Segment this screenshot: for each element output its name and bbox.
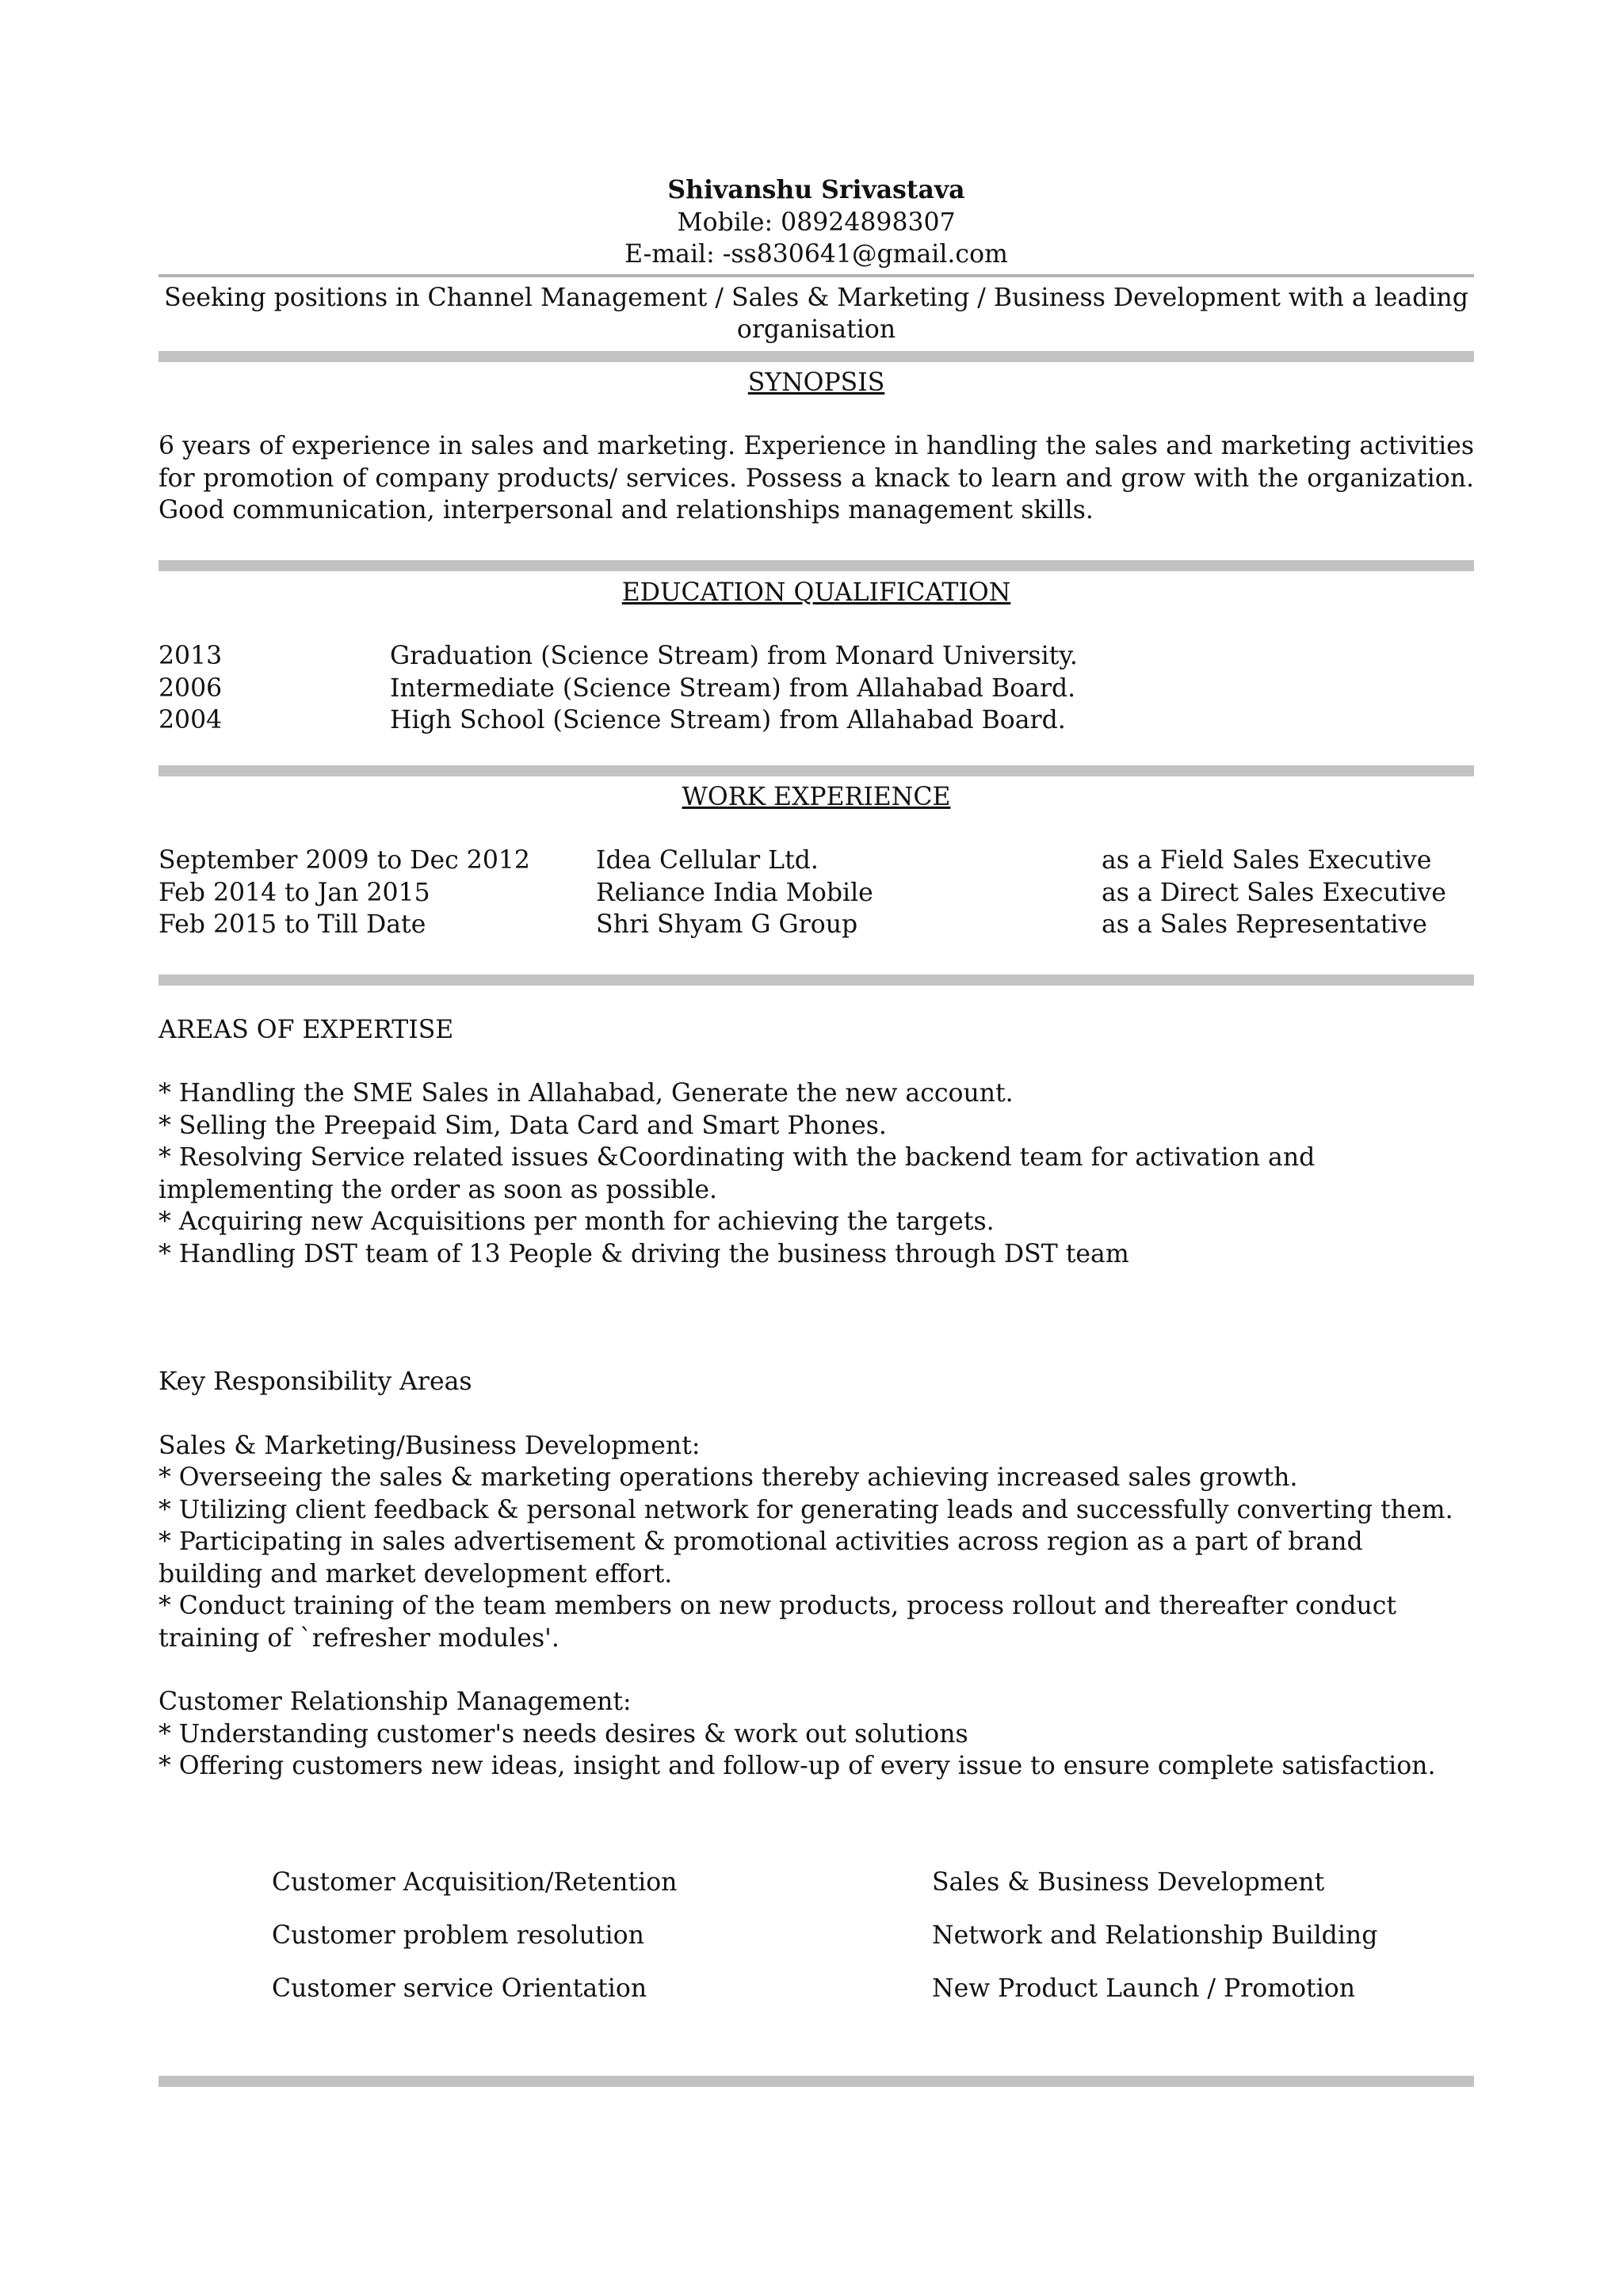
skills-row xyxy=(272,1973,1474,2026)
work-role: as a Direct Sales Executive xyxy=(1102,878,1446,907)
synopsis-heading: SYNOPSIS xyxy=(747,368,885,397)
skill-right: Network and Relationship Building xyxy=(932,1920,1378,1950)
work-heading: WORK EXPERIENCE xyxy=(682,782,951,811)
work-row xyxy=(158,909,1474,941)
kra-crm-list xyxy=(158,1718,1474,1783)
expertise-item: * Handling DST team of 13 People & driving the business through DST team xyxy=(158,1239,1129,1268)
expertise-item: * Acquiring new Acquisitions per month for achieving the targets. xyxy=(158,1207,995,1236)
kra-crm-item: * Understanding customer's needs desires & work out solutions xyxy=(158,1719,968,1749)
education-year: 2006 xyxy=(158,673,223,703)
work-company: Reliance India Mobile xyxy=(596,878,873,907)
education-year: 2013 xyxy=(158,642,223,670)
work-period: Feb 2014 to Jan 2015 xyxy=(158,878,430,907)
education-row xyxy=(158,640,1474,673)
education-detail: Graduation (Science Stream) from Monard University. xyxy=(390,642,1078,670)
footer-divider xyxy=(158,2076,1474,2087)
kra-crm-heading: Customer Relationship Management: xyxy=(158,1688,632,1716)
kra-sales-item: * Utilizing client feedback & personal network for generating leads and successfully converting them. xyxy=(158,1495,1453,1524)
expertise-item: * Selling the Preepaid Sim, Data Card and Smart Phones. xyxy=(158,1111,887,1140)
kra-sales-item: * Overseeing the sales & marketing operations thereby achieving increased sales growth. xyxy=(158,1463,1298,1492)
section-divider xyxy=(158,351,1474,362)
section-divider xyxy=(158,974,1474,986)
skill-left: Customer Acquisition/Retention xyxy=(272,1867,678,1897)
expertise-item: * Handling the SME Sales in Allahabad, Generate the new account. xyxy=(158,1079,1014,1108)
kra-heading: Key Responsibility Areas xyxy=(158,1367,472,1396)
work-role: as a Field Sales Executive xyxy=(1102,846,1432,875)
kra-sales-heading: Sales & Marketing/Business Development: xyxy=(158,1431,701,1460)
synopsis-text: 6 years of experience in sales and marketing. Experience in handling the sales and marketing activities for promotion of company products/ services. Possess a knack to learn and grow with the organization. Good communication, interpersonal and relationships management skills. xyxy=(158,432,1474,524)
skill-left: Customer problem resolution xyxy=(272,1920,644,1950)
work-row xyxy=(158,845,1474,877)
career-objective: Seeking positions in Channel Management / Sales & Marketing / Business Development with a leading organisation xyxy=(164,283,1468,344)
skill-right: New Product Launch / Promotion xyxy=(932,1974,1356,2003)
work-period: Feb 2015 to Till Date xyxy=(158,910,426,939)
kra-sales-item: * Participating in sales advertisement & promotional activities across region as a part of brand building and market development effort. xyxy=(158,1527,1363,1589)
skill-left: Customer service Orientation xyxy=(272,1974,647,2003)
expertise-heading: AREAS OF EXPERTISE xyxy=(158,1015,454,1044)
skills-row xyxy=(272,1867,1474,1920)
education-detail: Intermediate (Science Stream) from Allahabad Board. xyxy=(390,673,1076,703)
kra-crm-item: * Offering customers new ideas, insight and follow-up of every issue to ensure complete satisfaction. xyxy=(158,1752,1436,1780)
education-detail: High School (Science Stream) from Allahabad Board. xyxy=(390,706,1066,734)
work-company: Shri Shyam G Group xyxy=(596,910,858,939)
expertise-list xyxy=(158,1077,1474,1270)
section-divider xyxy=(158,765,1474,776)
resume-page xyxy=(158,174,1474,2087)
mobile-number: Mobile: 08924898307 xyxy=(677,208,956,237)
education-row xyxy=(158,704,1474,737)
skills-row xyxy=(272,1920,1474,1973)
work-period: September 2009 to Dec 2012 xyxy=(158,846,530,875)
work-list xyxy=(158,845,1474,941)
skills-grid xyxy=(272,1867,1474,2026)
section-divider xyxy=(158,560,1474,571)
header-divider xyxy=(158,274,1474,277)
education-heading: EDUCATION QUALIFICATION xyxy=(621,578,1011,607)
education-row xyxy=(158,673,1474,705)
candidate-name: Shivanshu Srivastava xyxy=(667,175,965,204)
kra-sales-item: * Conduct training of the team members on new products, process rollout and thereafter conduct training of `refresher modules'. xyxy=(158,1592,1397,1653)
expertise-item: * Resolving Service related issues &Coordinating with the backend team for activation and implementing the order as soon as possible. xyxy=(158,1143,1316,1204)
education-list xyxy=(158,640,1474,737)
skill-right: Sales & Business Development xyxy=(932,1867,1325,1897)
work-role: as a Sales Representative xyxy=(1102,910,1427,939)
kra-sales-list xyxy=(158,1462,1474,1654)
email-address: E-mail: -ss830641@gmail.com xyxy=(624,240,1008,269)
work-row xyxy=(158,877,1474,910)
education-year: 2004 xyxy=(158,706,223,734)
work-company: Idea Cellular Ltd. xyxy=(596,846,819,875)
